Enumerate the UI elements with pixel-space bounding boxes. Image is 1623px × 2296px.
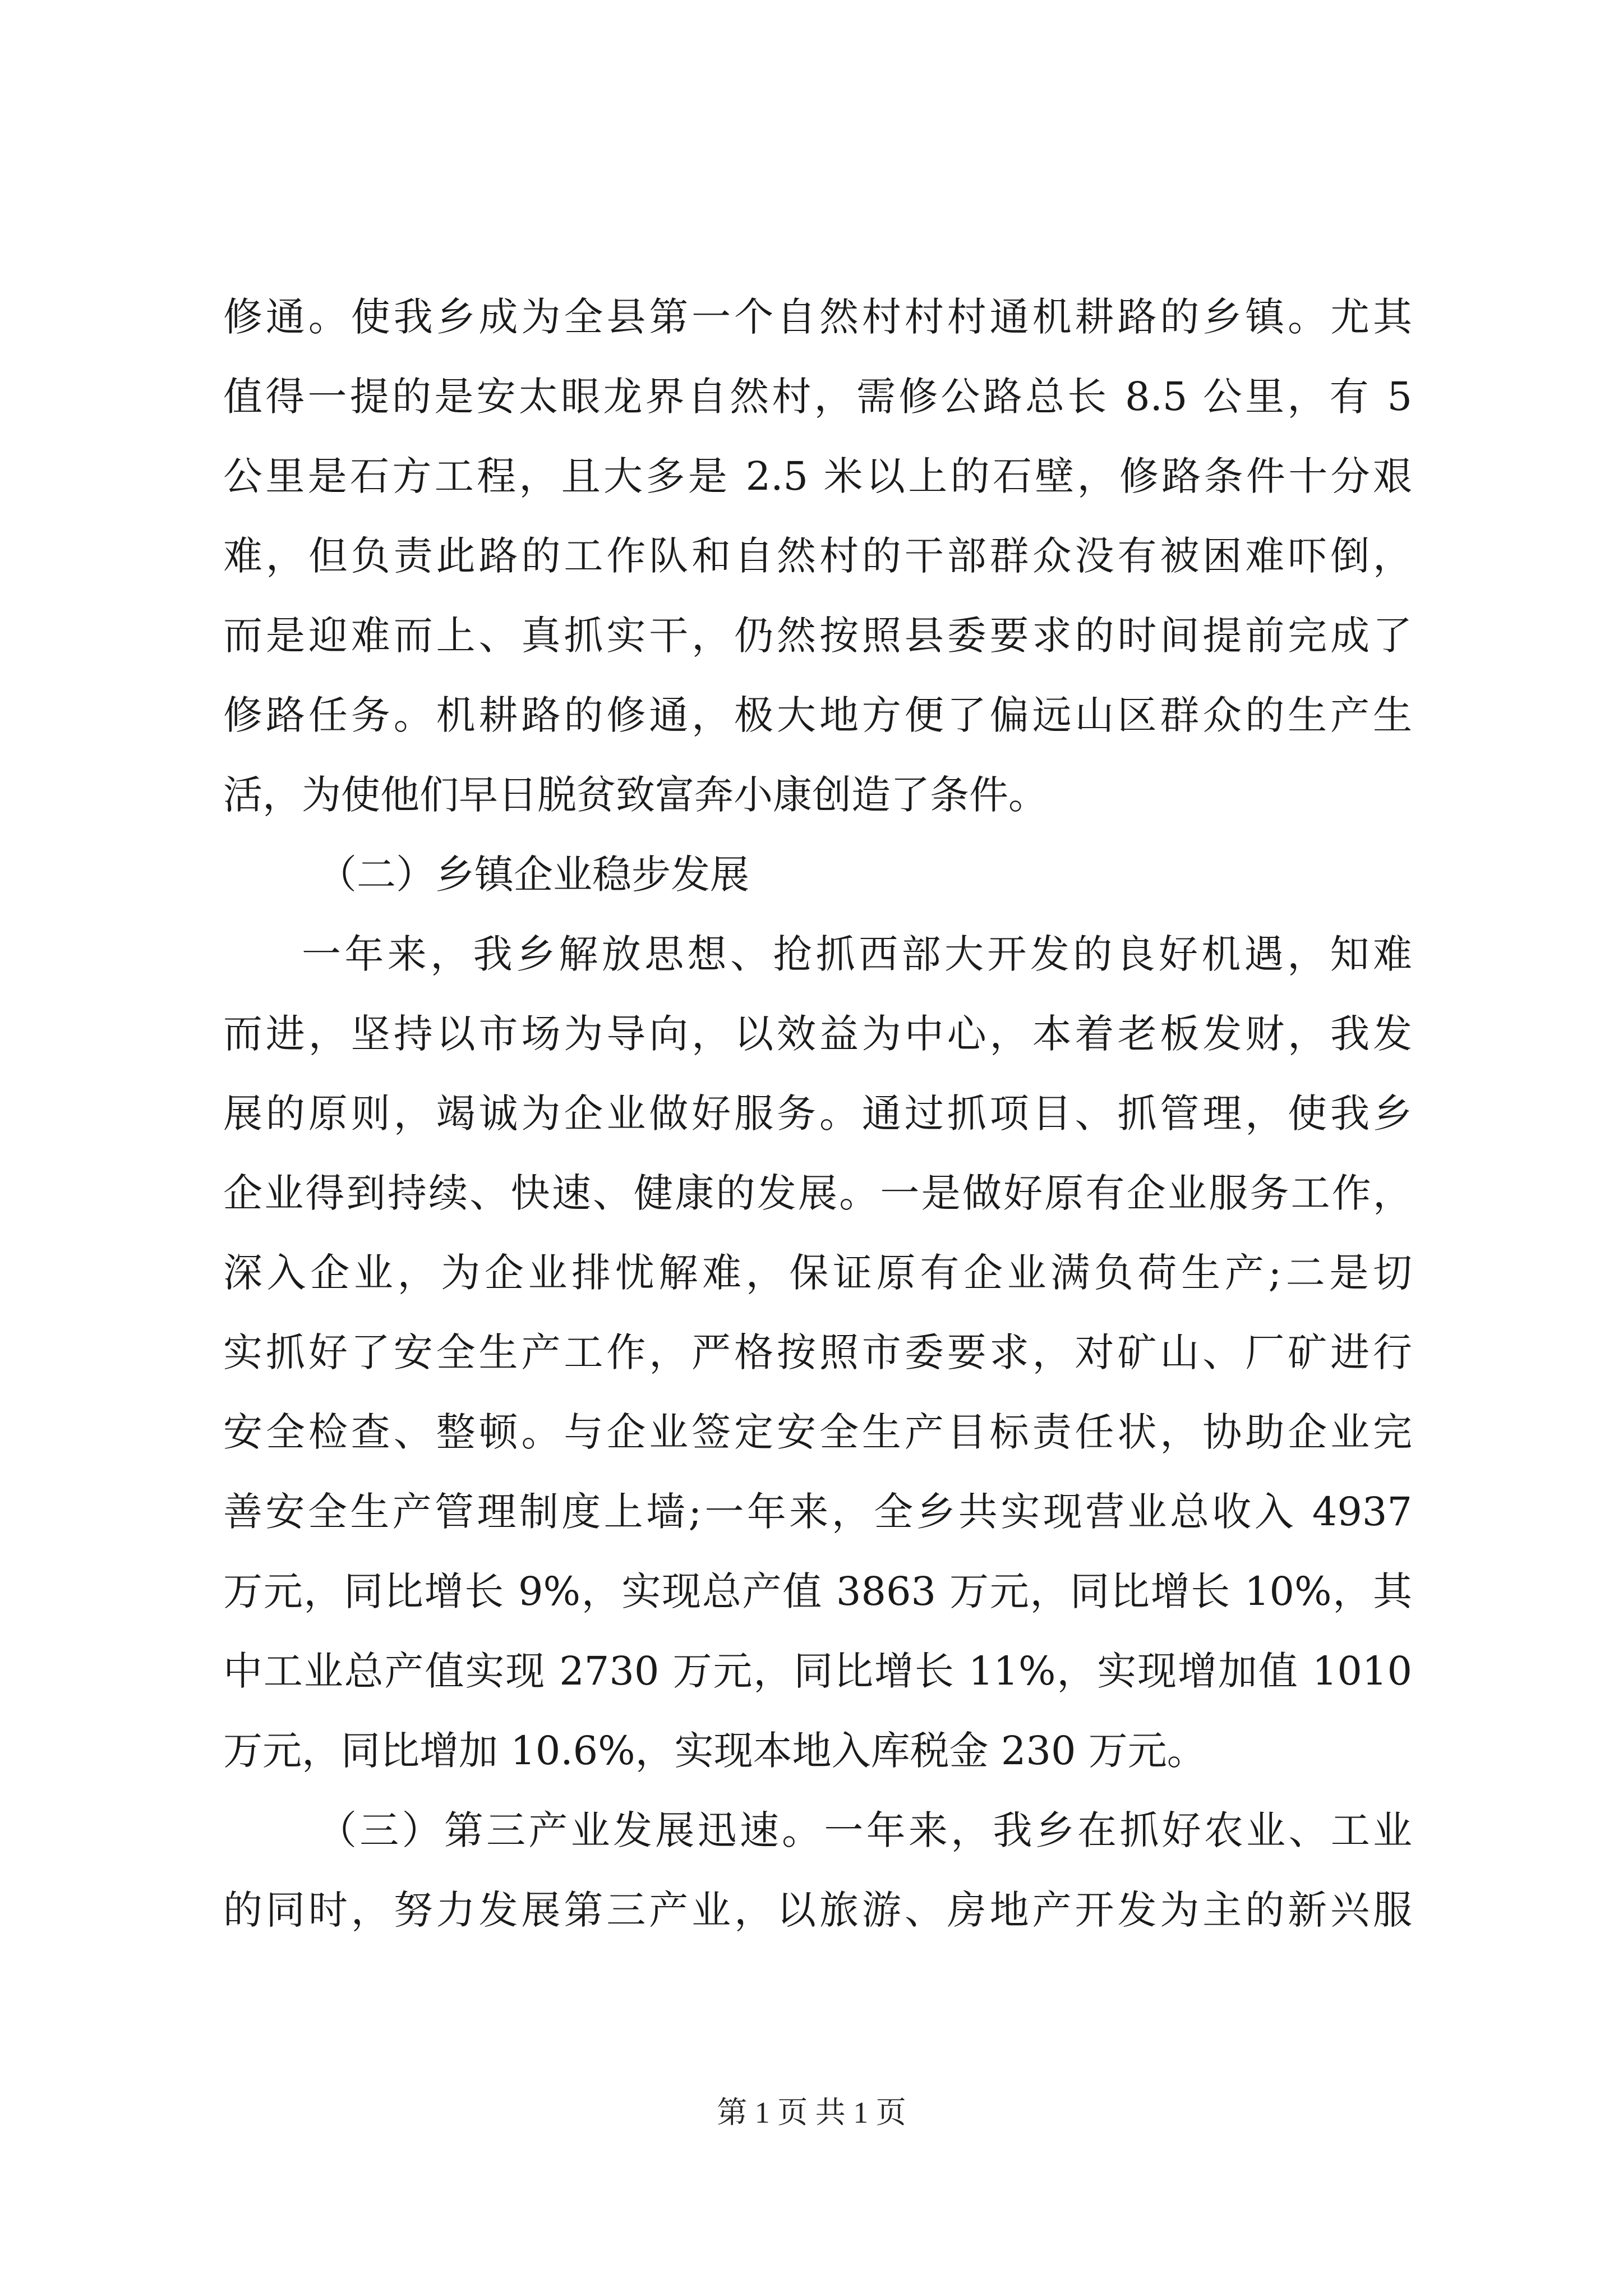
text-line: 修通。使我乡成为全县第一个自然村村村通机耕路的乡镇。尤其	[223, 294, 1412, 340]
section-heading: （三）第三产业发展迅速。一年来，我乡在抓好农业、工业	[317, 1807, 1412, 1853]
text-line: 企业得到持续、快速、健康的发展。一是做好原有企业服务工作，	[223, 1170, 1412, 1216]
text-line: 而进，坚持以市场为导向，以效益为中心，本着老板发财，我发	[223, 1011, 1412, 1057]
page-footer: 第 1 页 共 1 页	[717, 2096, 906, 2129]
text-line: 值得一提的是安太眼龙界自然村，需修公路总长 8.5 公里，有 5	[223, 374, 1412, 420]
text-line: 万元，同比增长 9%，实现总产值 3863 万元，同比增长 10%，其	[223, 1568, 1412, 1614]
text-line: 活，为使他们早日脱贫致富奔小康创造了条件。	[223, 772, 1048, 818]
text-line: 的同时，努力发展第三产业，以旅游、房地产开发为主的新兴服	[223, 1887, 1412, 1933]
text-line: 万元，同比增加 10.6%，实现本地入库税金 230 万元。	[223, 1728, 1206, 1774]
text-line: 公里是石方工程，且大多是 2.5 米以上的石壁，修路条件十分艰	[223, 453, 1412, 499]
text-line: 安全检查、整顿。与企业签定安全生产目标责任状，协助企业完	[223, 1409, 1412, 1455]
text-line: 善安全生产管理制度上墙;一年来，全乡共实现营业总收入 4937	[223, 1489, 1412, 1535]
text-line: 展的原则，竭诚为企业做好服务。通过抓项目、抓管理，使我乡	[223, 1091, 1412, 1137]
text-line: 修路任务。机耕路的修通，极大地方便了偏远山区群众的生产生	[223, 692, 1412, 738]
text-line: 而是迎难而上、真抓实干，仍然按照县委要求的时间提前完成了	[223, 613, 1412, 659]
text-line: 中工业总产值实现 2730 万元，同比增长 11%，实现增加值 1010	[223, 1648, 1412, 1694]
section-heading: （二）乡镇企业稳步发展	[317, 852, 749, 898]
text-line: 实抓好了安全生产工作，严格按照市委要求，对矿山、厂矿进行	[223, 1329, 1412, 1375]
text-line: 一年来，我乡解放思想、抢抓西部大开发的良好机遇，知难	[302, 931, 1412, 977]
text-line: 深入企业，为企业排忧解难，保证原有企业满负荷生产;二是切	[223, 1250, 1412, 1296]
body-text	[223, 294, 1412, 1970]
text-line: 难，但负责此路的工作队和自然村的干部群众没有被困难吓倒，	[223, 533, 1412, 579]
